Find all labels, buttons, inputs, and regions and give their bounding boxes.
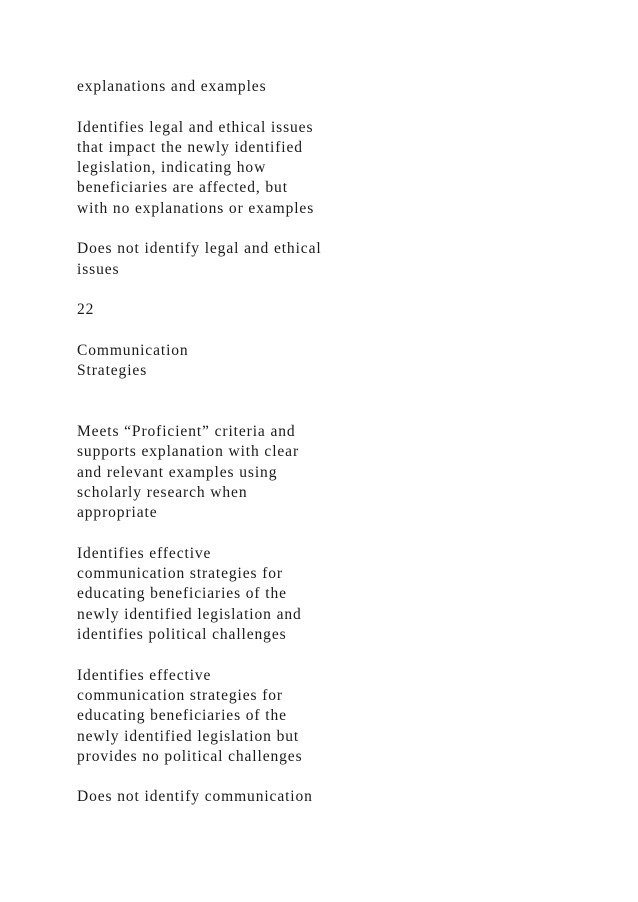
text-line: communication strategies for (77, 565, 283, 583)
text-line: explanations and examples (77, 78, 267, 95)
paragraph-not-evident (77, 787, 617, 807)
text-line: Identifies effective (77, 666, 212, 684)
text-line: supports explanation with clear (77, 443, 300, 461)
blank-gap (77, 402, 617, 422)
text-line: issues (77, 260, 120, 278)
paragraph-needs-improvement (77, 666, 617, 767)
text-line: newly identified legislation and (77, 605, 302, 623)
text-line: communication strategies for (77, 686, 283, 704)
text-line: Meets “Proficient” criteria and (77, 423, 296, 441)
paragraph-exemplary (77, 422, 617, 523)
text-line: with no explanations or examples (77, 199, 315, 217)
paragraph-legal-issues-missing (77, 239, 617, 280)
text-line: that impact the newly identified (77, 138, 303, 156)
paragraph-legal-issues-basic (77, 118, 617, 219)
text-line: beneficiaries are affected, but (77, 179, 288, 197)
text-line: Does not identify communication (77, 788, 313, 806)
text-line: scholarly research when (77, 483, 248, 501)
paragraph-proficient (77, 544, 617, 645)
criterion-title-line: Communication (77, 341, 189, 359)
paragraph-criterion-tail (77, 77, 617, 97)
text-line: Identifies legal and ethical issues (77, 118, 314, 136)
criterion-title-line: Strategies (77, 362, 148, 380)
text-line: educating beneficiaries of the (77, 585, 287, 603)
points-value: 22 (77, 301, 95, 319)
text-line: provides no political challenges (77, 747, 303, 765)
text-line: educating beneficiaries of the (77, 707, 287, 725)
paragraph-criterion-heading (77, 341, 617, 382)
text-line: and relevant examples using (77, 463, 278, 481)
text-line: Identifies effective (77, 544, 212, 562)
text-line: identifies political challenges (77, 626, 287, 644)
document-body (77, 77, 617, 828)
text-line: newly identified legislation but (77, 727, 300, 745)
text-line: legislation, indicating how (77, 159, 267, 177)
text-line: appropriate (77, 504, 158, 522)
text-line: Does not identify legal and ethical (77, 240, 322, 258)
paragraph-points-value (77, 300, 617, 320)
